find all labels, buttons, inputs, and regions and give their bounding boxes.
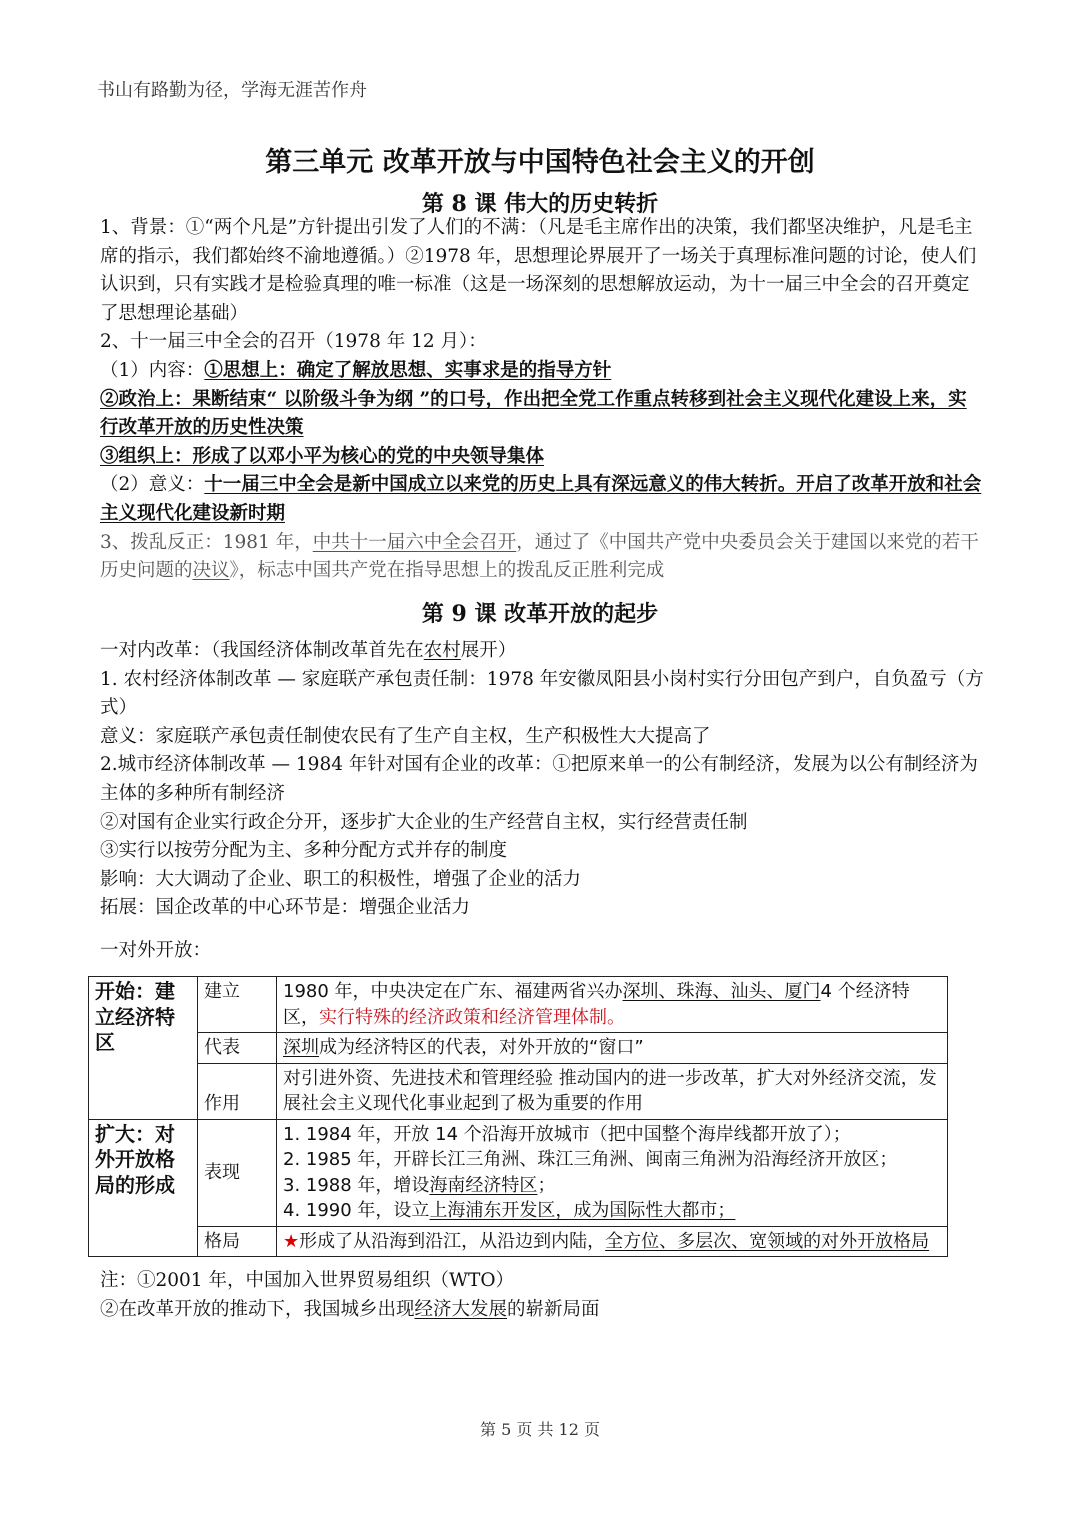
content-organization: ③组织上：形成了以邓小平为核心的党的中央领导集体 [100, 445, 545, 467]
notes [100, 1267, 984, 1324]
lesson9-title: 第 9 课 改革开放的起步 [421, 601, 659, 627]
row-establish-content [277, 977, 948, 1033]
significance-prefix: （2）意义： [100, 474, 205, 496]
manifestation-1985: 2. 1985 年，开辟长江三角洲、珠江三角洲、闽南三角洲为沿海经济开放区； [283, 1149, 898, 1170]
note2-prefix: ②在改革开放的推动下，我国城乡出现 [100, 1298, 415, 1320]
star-icon: ★ [283, 1230, 300, 1252]
header-motto: 书山有路勤为径，学海无涯苦作舟 [97, 80, 367, 101]
lesson8-title: 第 8 课 伟大的历史转折 [421, 191, 659, 217]
row-representative-content [277, 1033, 948, 1064]
domestic-heading [100, 637, 984, 666]
table-row [89, 1033, 948, 1064]
content-politics: ②政治上：果断结束“ 以阶级斗争为纲 ”的口号，作出把全党工作重点转移到社会主义现代化建设上来，实行改革开放的历史性决策 [100, 388, 967, 439]
unit-title: 第三单元 改革开放与中国特色社会主义的开创 [265, 147, 815, 178]
row-manifestation-content [277, 1119, 948, 1226]
establish-mid: 4 个经济特区， [283, 981, 910, 1028]
domestic-suffix: 展开） [460, 640, 517, 661]
pattern-prefix: 形成了从沿海到沿江，从沿边到内陆， [299, 1230, 606, 1252]
table-row [89, 977, 948, 1033]
manifestation-1988 [283, 1173, 941, 1199]
m1990-pudong: 上海浦东开发区，成为国际性大都市； [429, 1200, 736, 1221]
restore-mid: ，通过了《中国共产党中央委员会关于建国以来党的若干历史问题的 [100, 531, 979, 582]
row-label-function: 作用 [198, 1063, 277, 1119]
domestic-prefix: 一对内改革：（我国经济体制改革首先在 [100, 640, 424, 661]
table-row [89, 1226, 948, 1257]
note-development [100, 1296, 984, 1325]
restore-suffix: 》，标志中国共产党在指导思想上的拨乱反正胜利完成 [229, 560, 665, 582]
urban-impact: 影响：大大调动了企业、职工的积极性，增强了企业的活力 [100, 868, 582, 890]
table-row [89, 1119, 948, 1226]
m1988-prefix: 3. 1988 年，增设 [283, 1174, 430, 1196]
background-paragraph: 1、背景：①“两个凡是”方针提出引发了人们的不满：（凡是毛主席作出的决策，我们都坚决维护，凡是毛主席的指示，我们都始终不渝地遵循。）②1978 年，思想理论界展开了一场关于真理标准问题的讨论，使人们认识到，只有实践才是检验真理的唯一标准（这是一场深刻的思想解放运动，为十一届三中全会的召开奠定了思想理论基础） [100, 217, 977, 324]
external-heading: 一对外开放： [100, 939, 212, 961]
urban-reform-2: ②对国有企业实行政企分开，逐步扩大企业的生产经营自主权，实行经营责任制 [100, 811, 748, 833]
restore-prefix: 3、拨乱反正：1981 年， [100, 531, 313, 553]
lesson9-body [100, 637, 984, 966]
plenum-heading: 2、十一届三中全会的召开（1978 年 12 月）： [100, 331, 487, 353]
establish-zones: 深圳、珠海、汕头、厦门 [622, 981, 821, 1002]
establish-prefix: 1980 年，中央决定在广东、福建两省兴办 [283, 981, 623, 1002]
category-special-zones: 开始：建立经济特区 [89, 977, 198, 1120]
restore-plenum: 中共十一届六中全会召开 [312, 531, 517, 553]
restore-order-line [100, 529, 984, 586]
urban-reform: 2.城市经济体制改革 — 1984 年针对国有企业的改革：①把原来单一的公有制经济，发展为以公有制经济为主体的多种所有制经济 [100, 754, 978, 804]
establish-policy: 实行特殊的经济政策和经济管理体制。 [319, 1006, 625, 1028]
table-row [89, 1063, 948, 1119]
significance-line [100, 471, 984, 528]
row-pattern-content [277, 1226, 948, 1257]
note-wto: 注：①2001 年，中国加入世界贸易组织（WTO） [100, 1270, 514, 1291]
lesson8-body [100, 214, 984, 586]
manifestation-1984: 1. 1984 年，开放 14 个沿海开放城市（把中国整个海岸线都开放了）； [283, 1123, 851, 1145]
row-label-representative: 代表 [198, 1033, 277, 1064]
content-ideology-line [100, 357, 984, 386]
page-footer: 第 5 页 共 12 页 [480, 1420, 600, 1439]
note2-suffix: 的崭新局面 [507, 1298, 600, 1320]
category-expansion: 扩大：对外开放格局的形成 [89, 1119, 198, 1257]
row-label-establish: 建立 [198, 977, 277, 1033]
m1988-suffix: ； [537, 1174, 556, 1196]
note2-economy: 经济大发展 [414, 1298, 508, 1320]
domestic-rural: 农村 [423, 640, 461, 661]
pattern-all-round: 全方位、多层次、宽领域的对外开放格局 [605, 1230, 930, 1252]
m1990-prefix: 4. 1990 年，设立 [283, 1200, 430, 1221]
representative-shenzhen: 深圳 [283, 1037, 319, 1058]
content-ideology: ①思想上：确定了解放思想、实事求是的指导方针 [204, 359, 612, 381]
opening-up-table [88, 976, 948, 1257]
m1988-hainan: 海南经济特区 [429, 1174, 538, 1196]
row-label-pattern: 格局 [198, 1226, 277, 1257]
urban-extension: 拓展：国企改革的中心环节是：增强企业活力 [100, 897, 471, 919]
restore-resolution: 决议 [192, 560, 230, 582]
representative-text: 成为经济特区的代表，对外开放的“窗口” [319, 1037, 644, 1058]
content-prefix: （1）内容： [100, 359, 205, 381]
urban-reform-3: ③实行以按劳分配为主、多种分配方式并存的制度 [100, 840, 508, 862]
rural-reform: 1. 农村经济体制改革 — 家庭联产承包责任制：1978 年安徽凤阳县小岗村实行分田包产到户，自负盈亏（方式） [100, 668, 984, 719]
row-function-content: 对引进外资、先进技术和管理经验 推动国内的进一步改革，扩大对外经济交流，发展社会主义现代化事业起到了极为重要的作用 [277, 1063, 948, 1119]
rural-significance: 意义：家庭联产承包责任制使农民有了生产自主权，生产积极性大大提高了 [100, 725, 711, 747]
row-label-manifestation: 表现 [198, 1119, 277, 1226]
significance-text: 十一届三中全会是新中国成立以来党的历史上具有深远意义的伟大转折。开启了改革开放和社会主义现代化建设新时期 [100, 474, 982, 524]
manifestation-1990 [283, 1198, 941, 1224]
